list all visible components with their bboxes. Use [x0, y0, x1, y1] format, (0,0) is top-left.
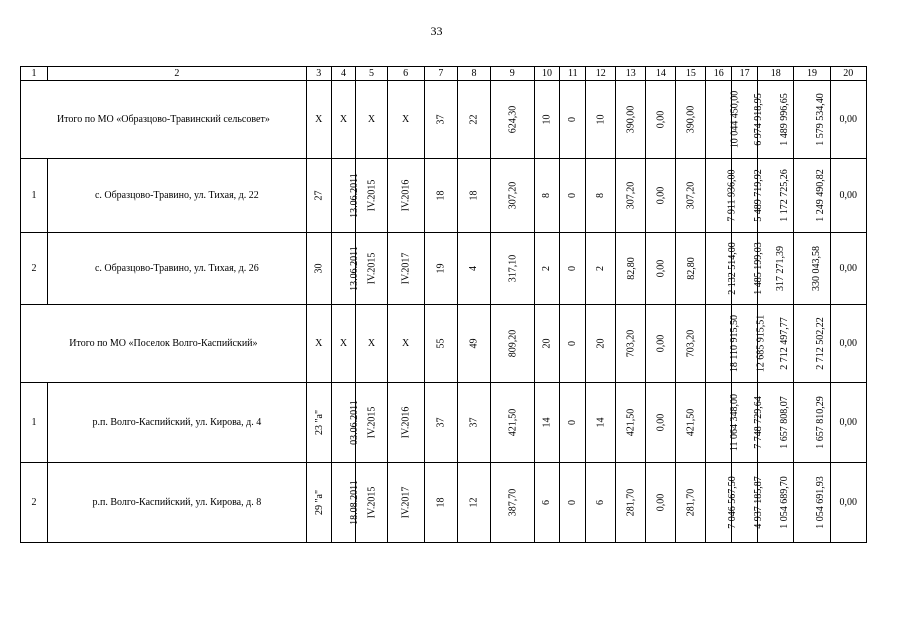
- cell-c4: X: [331, 81, 356, 159]
- cell-value: 20: [595, 338, 607, 349]
- total-row: [21, 81, 867, 159]
- cell-value: IV.2015: [366, 406, 378, 439]
- header-col-6: 6: [387, 67, 424, 81]
- cell-c19: [794, 159, 830, 233]
- header-col-16: 16: [706, 67, 732, 81]
- cell-value: 13.06.2011: [348, 173, 360, 218]
- cell-value: IV.2015: [366, 179, 378, 212]
- cell-value: 421,50: [685, 408, 697, 437]
- cell-value: 1 172 725,26: [778, 169, 790, 222]
- header-col-10: 10: [534, 67, 560, 81]
- cell-c9: [491, 233, 534, 305]
- cell-c8: [457, 463, 490, 543]
- cell-value: 7 046 567,50: [727, 476, 739, 529]
- cell-value: 0: [567, 500, 579, 505]
- cell-c12: [586, 81, 616, 159]
- cell-c11: [560, 159, 586, 233]
- cell-c9: [491, 305, 534, 383]
- cell-value: 2 132 514,00: [727, 242, 739, 295]
- header-col-7: 7: [424, 67, 457, 81]
- cell-value: 2: [541, 266, 553, 271]
- cell-c8: [457, 159, 490, 233]
- cell-value: 18: [435, 497, 447, 508]
- cell-value: 0: [567, 420, 579, 425]
- cell-value: 22: [468, 114, 480, 125]
- cell-value: 1 657 810,29: [815, 396, 827, 449]
- cell-value: IV.2015: [366, 486, 378, 519]
- row-number: 1: [21, 383, 48, 463]
- table-row: [21, 159, 867, 233]
- cell-c16: [706, 383, 741, 463]
- cell-c15: [676, 463, 706, 543]
- cell-value: IV.2016: [400, 179, 412, 212]
- cell-c4: [331, 159, 360, 233]
- cell-c20: 0,00: [830, 159, 866, 233]
- cell-value: 307,20: [685, 181, 697, 210]
- cell-value: 8: [541, 193, 553, 198]
- cell-c20: 0,00: [830, 305, 866, 383]
- cell-c10: [534, 81, 560, 159]
- data-table: [20, 66, 867, 543]
- cell-value: 6: [541, 500, 553, 505]
- cell-c12: [586, 233, 616, 305]
- total-row: [21, 305, 867, 383]
- cell-value: IV.2016: [400, 406, 412, 439]
- cell-c5: [356, 233, 387, 305]
- cell-value: 30: [313, 263, 325, 274]
- cell-value: 281,70: [625, 488, 637, 517]
- cell-c14: [646, 463, 676, 543]
- cell-value: 6: [595, 500, 607, 505]
- cell-c7: [424, 159, 457, 233]
- cell-c19: [794, 463, 830, 543]
- cell-value: 1 054 689,70: [778, 476, 790, 529]
- cell-c3: [306, 383, 331, 463]
- cell-value: 307,20: [625, 181, 637, 210]
- cell-c5: [356, 463, 387, 543]
- cell-value: 18: [468, 190, 480, 201]
- page-number: 33: [430, 24, 443, 38]
- header-col-11: 11: [560, 67, 586, 81]
- cell-value: IV.2015: [366, 252, 378, 285]
- cell-c14: [646, 159, 676, 233]
- table-row: [21, 233, 867, 305]
- cell-value: 29 "а": [313, 489, 325, 516]
- cell-c9: [491, 383, 534, 463]
- cell-c15: [676, 81, 706, 159]
- cell-value: 390,00: [685, 105, 697, 134]
- cell-value: 7 748 729,64: [752, 396, 764, 449]
- cell-value: 4: [468, 266, 480, 271]
- cell-value: 2: [595, 266, 607, 271]
- header-col-9: 9: [491, 67, 534, 81]
- cell-c15: [676, 233, 706, 305]
- cell-value: IV.2017: [400, 252, 412, 285]
- row-number: 2: [21, 233, 48, 305]
- table-row: [21, 383, 867, 463]
- cell-value: 0: [567, 117, 579, 122]
- header-row: [21, 67, 867, 81]
- cell-value: 10: [541, 114, 553, 125]
- header-col-18: 18: [758, 67, 794, 81]
- cell-value: 18.08.2011: [348, 480, 360, 525]
- cell-value: 13.06.2011: [348, 246, 360, 291]
- cell-c19: [794, 383, 830, 463]
- cell-value: 703,20: [625, 329, 637, 358]
- cell-value: 18: [435, 190, 447, 201]
- cell-value: 37: [468, 417, 480, 428]
- cell-value: 12: [468, 497, 480, 508]
- header-col-13: 13: [616, 67, 646, 81]
- cell-value: 387,70: [506, 488, 518, 517]
- cell-value: 0,00: [655, 334, 667, 353]
- cell-value: 1 657 808,07: [778, 396, 790, 449]
- cell-value: 14: [541, 417, 553, 428]
- header-col-19: 19: [794, 67, 830, 81]
- cell-value: 1 485 199,03: [752, 242, 764, 295]
- cell-value: 421,50: [506, 408, 518, 437]
- cell-value: 11 064 348,00: [729, 393, 741, 452]
- cell-c3: [306, 159, 331, 233]
- cell-value: 281,70: [685, 488, 697, 517]
- cell-c12: [586, 463, 616, 543]
- cell-value: 7 911 936,00: [726, 169, 738, 222]
- cell-value: 19: [435, 263, 447, 274]
- header-col-15: 15: [676, 67, 706, 81]
- cell-c13: [616, 383, 646, 463]
- cell-c16: [706, 159, 738, 233]
- cell-value: 82,80: [685, 257, 697, 280]
- cell-value: 6 974 918,95: [752, 93, 764, 146]
- cell-c11: [560, 463, 586, 543]
- row-number: 2: [21, 463, 48, 543]
- cell-value: 55: [435, 338, 447, 349]
- cell-c20: 0,00: [830, 81, 866, 159]
- cell-c4: [331, 463, 360, 543]
- cell-c12: [586, 159, 616, 233]
- cell-value: 390,00: [625, 105, 637, 134]
- header-col-4: 4: [331, 67, 356, 81]
- cell-c15: [676, 383, 706, 463]
- cell-c14: [646, 233, 676, 305]
- total-label: Итого по МО «Поселок Волго-Каспийский»: [21, 305, 307, 383]
- cell-value: 421,50: [625, 408, 637, 437]
- cell-value: 624,30: [506, 105, 518, 134]
- total-label: Итого по МО «Образцово-Травинский сельсовет»: [21, 81, 307, 159]
- cell-value: 14: [595, 417, 607, 428]
- cell-c10: [534, 383, 560, 463]
- cell-value: 37: [435, 417, 447, 428]
- cell-c7: [424, 305, 457, 383]
- cell-c19: [794, 305, 830, 383]
- cell-value: 82,80: [625, 257, 637, 280]
- cell-c7: [424, 383, 457, 463]
- cell-c11: [560, 305, 586, 383]
- cell-c10: [534, 463, 560, 543]
- cell-c4: X: [331, 305, 356, 383]
- cell-value: 0: [567, 266, 579, 271]
- cell-value: 0: [567, 341, 579, 346]
- address-cell: р.п. Волго-Каспийский, ул. Кирова, д. 8: [47, 463, 306, 543]
- cell-value: 0,00: [655, 493, 667, 512]
- cell-value: 0: [567, 193, 579, 198]
- cell-value: 10 044 450,00: [729, 90, 741, 149]
- address-cell: с. Образцово-Травино, ул. Тихая, д. 26: [47, 233, 306, 305]
- header-col-5: 5: [356, 67, 387, 81]
- header-col-17: 17: [732, 67, 758, 81]
- cell-value: 2 712 502,22: [815, 317, 827, 370]
- cell-c9: [491, 159, 534, 233]
- cell-c8: [457, 81, 490, 159]
- cell-c6: X: [387, 81, 424, 159]
- cell-value: 20: [541, 338, 553, 349]
- cell-value: 8: [595, 193, 607, 198]
- cell-value: 03.06.2011: [348, 400, 360, 445]
- cell-c16: [706, 463, 739, 543]
- cell-c19: [794, 81, 830, 159]
- cell-value: 1 249 490,82: [815, 169, 827, 222]
- cell-c5: X: [356, 81, 387, 159]
- cell-c10: [534, 159, 560, 233]
- cell-value: 4 937 185,87: [752, 476, 764, 529]
- cell-c13: [616, 463, 646, 543]
- header-col-1: 1: [21, 67, 48, 81]
- cell-value: 1 489 996,65: [778, 93, 790, 146]
- cell-c19: [794, 233, 830, 305]
- cell-c20: 0,00: [830, 463, 866, 543]
- cell-value: 49: [468, 338, 480, 349]
- cell-c5: [356, 383, 387, 463]
- cell-c15: [676, 159, 706, 233]
- cell-c13: [616, 159, 646, 233]
- cell-value: 307,20: [506, 181, 518, 210]
- cell-value: 2 712 497,77: [778, 317, 790, 370]
- cell-value: 0,00: [655, 259, 667, 278]
- cell-c11: [560, 233, 586, 305]
- cell-value: 27: [313, 190, 325, 201]
- cell-c9: [491, 463, 534, 543]
- cell-value: 1 579 534,40: [815, 93, 827, 146]
- cell-c7: [424, 81, 457, 159]
- cell-c12: [586, 383, 616, 463]
- cell-c16: [706, 81, 741, 159]
- cell-c11: [560, 81, 586, 159]
- cell-c10: [534, 233, 560, 305]
- cell-value: 703,20: [685, 329, 697, 358]
- header-col-3: 3: [306, 67, 331, 81]
- cell-value: 18 110 915,50: [729, 314, 741, 373]
- header-col-2: 2: [47, 67, 306, 81]
- cell-c5: X: [356, 305, 387, 383]
- cell-c7: [424, 233, 457, 305]
- cell-c9: [491, 81, 534, 159]
- cell-c6: [387, 383, 424, 463]
- cell-c8: [457, 233, 490, 305]
- cell-c3: [306, 233, 331, 305]
- cell-value: 0,00: [655, 110, 667, 129]
- cell-c4: [331, 383, 360, 463]
- header-col-12: 12: [586, 67, 616, 81]
- table-row: [21, 463, 867, 543]
- cell-c3: [306, 463, 331, 543]
- row-number: 1: [21, 159, 48, 233]
- header-col-14: 14: [646, 67, 676, 81]
- cell-c4: [331, 233, 360, 305]
- address-cell: с. Образцово-Травино, ул. Тихая, д. 22: [47, 159, 306, 233]
- cell-c14: [646, 81, 676, 159]
- header-col-8: 8: [457, 67, 490, 81]
- cell-c6: [387, 463, 424, 543]
- cell-c6: [387, 233, 424, 305]
- cell-value: 1 054 691,93: [815, 476, 827, 529]
- cell-c6: [387, 159, 424, 233]
- cell-value: 12 685 915,51: [755, 314, 767, 373]
- cell-value: 10: [595, 114, 607, 125]
- cell-c14: [646, 383, 676, 463]
- cell-value: 37: [435, 114, 447, 125]
- cell-c20: 0,00: [830, 383, 866, 463]
- cell-value: 317 271,39: [775, 246, 787, 291]
- cell-c8: [457, 305, 490, 383]
- cell-c14: [646, 305, 676, 383]
- cell-c3: X: [306, 305, 331, 383]
- cell-c3: X: [306, 81, 331, 159]
- cell-value: 809,20: [506, 329, 518, 358]
- cell-c10: [534, 305, 560, 383]
- cell-c20: 0,00: [830, 233, 866, 305]
- cell-c13: [616, 305, 646, 383]
- cell-value: 0,00: [655, 186, 667, 205]
- cell-c16: [706, 233, 739, 305]
- cell-c13: [616, 233, 646, 305]
- cell-c12: [586, 305, 616, 383]
- cell-c8: [457, 383, 490, 463]
- cell-value: 330 043,58: [811, 246, 823, 291]
- cell-c11: [560, 383, 586, 463]
- cell-c13: [616, 81, 646, 159]
- cell-value: 317,10: [506, 254, 518, 283]
- header-col-20: 20: [830, 67, 866, 81]
- cell-value: 5 489 719,92: [752, 169, 764, 222]
- cell-c6: X: [387, 305, 424, 383]
- address-cell: р.п. Волго-Каспийский, ул. Кирова, д. 4: [47, 383, 306, 463]
- cell-value: 23 "а": [313, 409, 325, 436]
- cell-c7: [424, 463, 457, 543]
- cell-value: IV.2017: [400, 486, 412, 519]
- cell-c5: [356, 159, 387, 233]
- cell-value: 0,00: [655, 413, 667, 432]
- cell-c16: [706, 305, 741, 383]
- cell-c15: [676, 305, 706, 383]
